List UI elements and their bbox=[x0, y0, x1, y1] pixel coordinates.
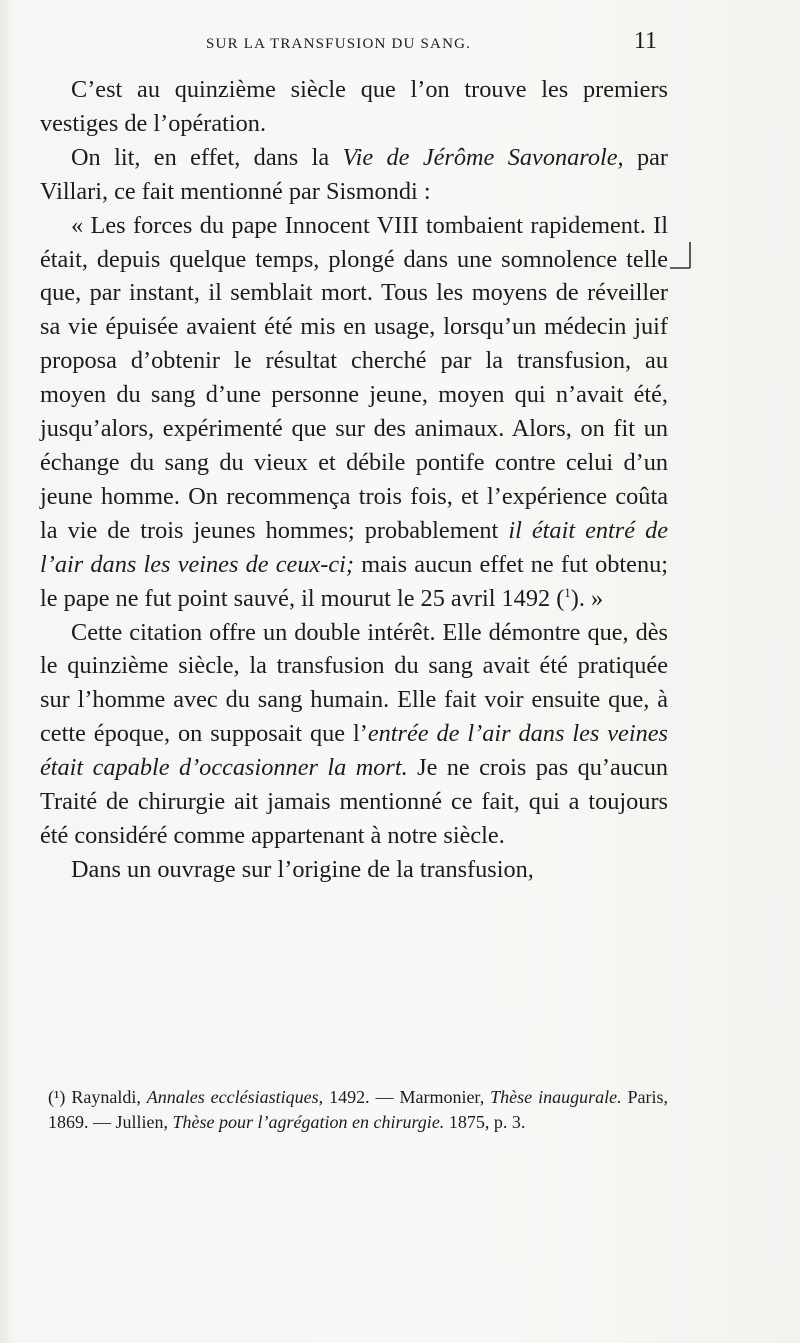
paragraph-4: Cette citation offre un double intérêt. Elle démontre que, dès le quinzième siècle, la transfusion du sang avait été pratiquée sur l’homme avec du sang humain. Elle fait voir ensuite que, à cette époque, on supposait que l’entrée de l’air dans les veines était capable d’occasionner la mort. Je ne crois pas qu’aucun Traité de chirurgie ait jamais mentionné ce fait, qui a toujours été considéré comme appartenant à notre siècle. bbox=[40, 618, 668, 849]
paragraph-1: C’est au quinzième siècle que l’on trouve les premiers vestiges de l’opération. bbox=[40, 76, 668, 137]
italic-title: Vie de Jérôme Savonarole, bbox=[342, 143, 624, 171]
paragraph-5: Dans un ouvrage sur l’origine de la transfusion, bbox=[71, 855, 534, 883]
italic-phrase: il était entré de l’air dans les veines de ceux-ci; bbox=[40, 516, 669, 578]
paragraph-2: On lit, en effet, dans la Vie de Jérôme Savonarole, par Villari, ce fait mentionné par Sismondi : bbox=[40, 143, 669, 205]
page-number: 11 bbox=[633, 28, 657, 54]
running-head: SUR LA TRANSFUSION DU SANG. bbox=[206, 36, 472, 52]
body-text bbox=[40, 73, 668, 887]
margin-bracket-mark bbox=[668, 238, 696, 278]
italic-phrase: entrée de l’air dans les veines était capable d’occasionner la mort. bbox=[40, 720, 668, 782]
footnote-reference: 1 bbox=[564, 584, 571, 600]
footnote-marker: (¹) bbox=[48, 1087, 66, 1107]
footnote: (¹) Raynaldi, Annales ecclésiastiques, 1492. — Marmonier, Thèse inaugurale. Paris, 1869. — Jullien, Thèse pour l’agrégation en chirurgie. 1875, p. 3. bbox=[48, 1087, 669, 1132]
page-header bbox=[40, 28, 665, 64]
paragraph-3-quote: « Les forces du pape Innocent VIII tombaient rapidement. Il était, depuis quelque temps, plongé dans une somnolence telle que, par instant, il semblait mort. Tous les moyens de réveiller sa vie épuisée avaient été mis en usage, lorsqu’un médecin juif proposa d’obtenir le résultat cherché par la transfusion, au moyen du sang d’une personne jeune, moyen qui n’avait été, jusqu’alors, expérimenté que sur des animaux. Alors, on fit un échange du sang du vieux et débile pontife contre celui d’un jeune homme. On recommença trois fois, et l’expérience coûta la vie de trois jeunes hommes; probablement il était entré de l’air dans les veines de ceux-ci; mais aucun effet ne fut obtenu; le pape ne fut point sauvé, il mourut le 25 avril 1492 ($^1$). » bbox=[40, 211, 669, 612]
